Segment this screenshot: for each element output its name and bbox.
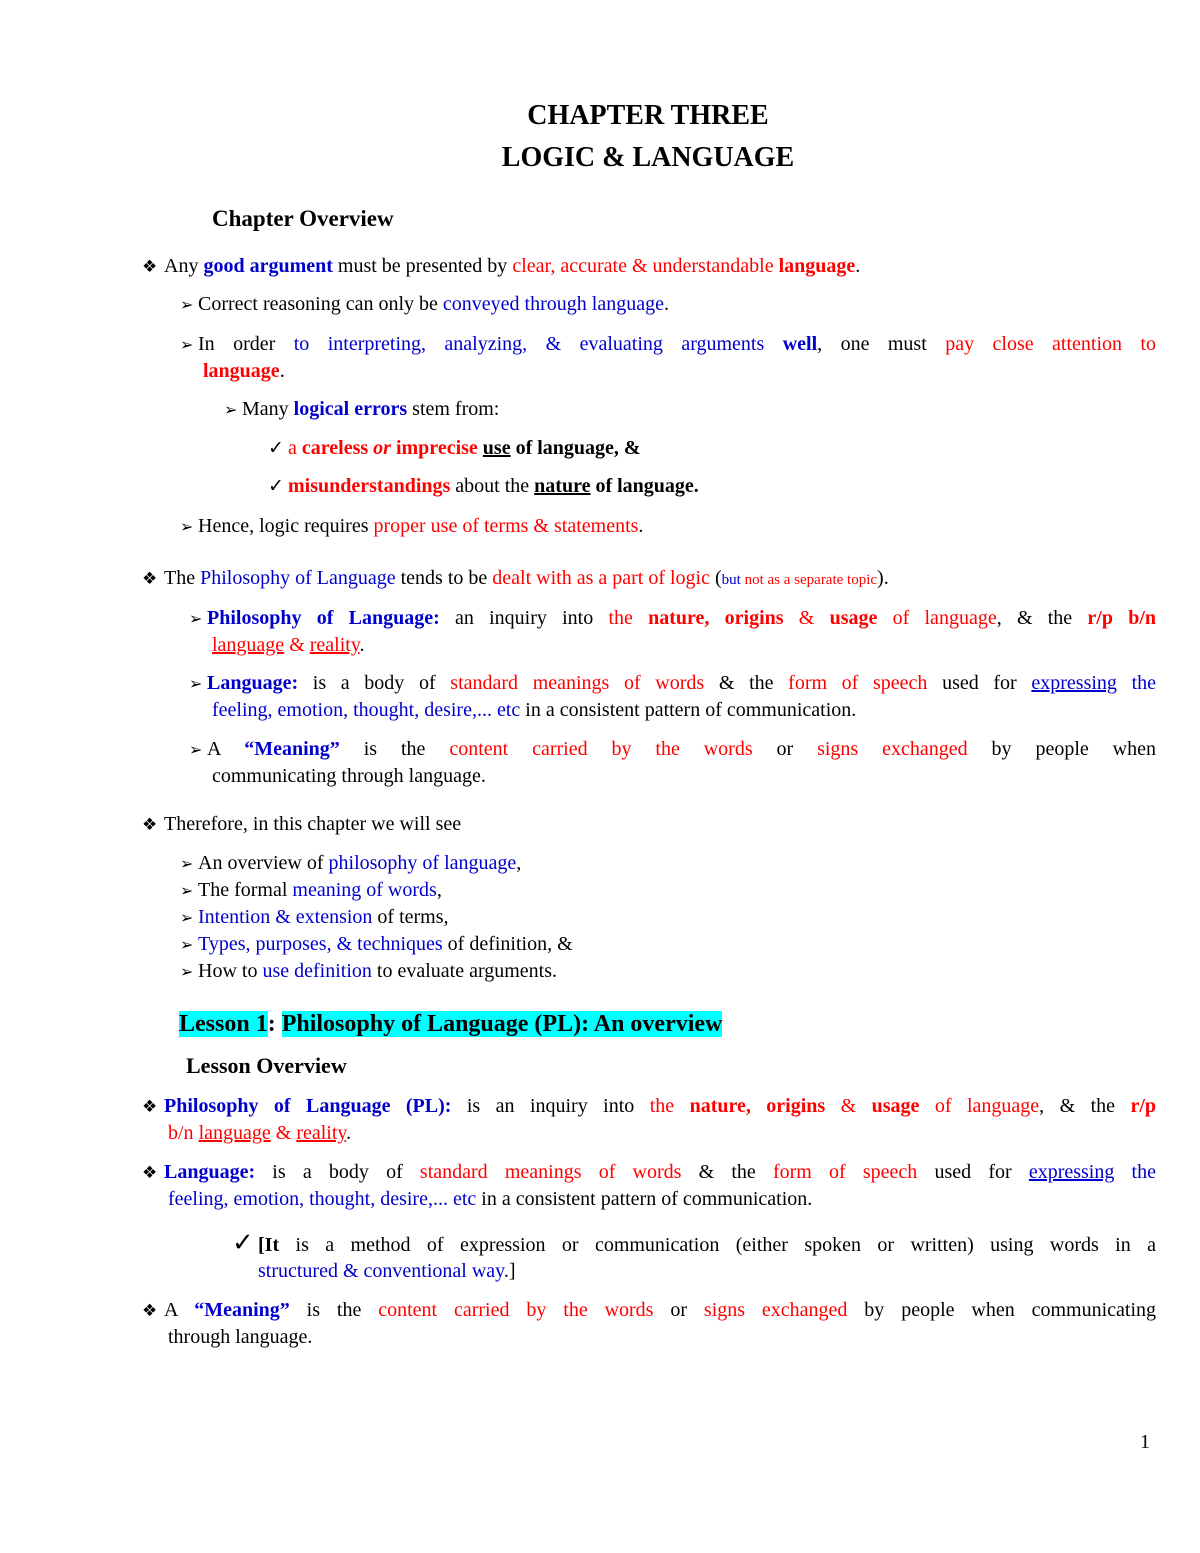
sub-pl-definition-cont: language & reality. xyxy=(212,634,365,656)
arrow-bullet-icon: ➢ xyxy=(180,295,194,314)
diamond-bullet-icon: ❖ xyxy=(142,815,158,835)
arrow-bullet-icon: ➢ xyxy=(180,517,194,536)
lesson-point-pl: ❖ Philosophy of Language (PL): is an inquiry into the nature, origins & usage of language, & the r/p xyxy=(142,1093,1156,1120)
sub-meaning-definition: ➢ A “Meaning” is the content carried by the words or signs exchanged by people when xyxy=(189,736,1156,763)
chapter-overview-heading: Chapter Overview xyxy=(212,206,394,231)
arrow-bullet-icon: ➢ xyxy=(189,609,203,628)
point-therefore: ❖ Therefore, in this chapter we will see xyxy=(142,811,461,838)
sub-meaning-definition-cont: communicating through language. xyxy=(212,765,486,787)
list-item: ➢ Types, purposes, & techniques of definition, & xyxy=(180,931,573,958)
lesson-overview-heading: Lesson Overview xyxy=(186,1053,347,1078)
diamond-bullet-icon: ❖ xyxy=(142,257,158,277)
list-item: ➢ Intention & extension of terms, xyxy=(180,904,449,931)
list-item: ➢ An overview of philosophy of language, xyxy=(180,850,521,877)
chapter-subtitle: LOGIC & LANGUAGE xyxy=(501,142,795,173)
sub-logical-errors: ➢ Many logical errors stem from: xyxy=(224,396,499,423)
arrow-bullet-icon: ➢ xyxy=(180,881,194,900)
sub-interpreting: ➢ In order to interpreting, analyzing, & evaluating arguments well, one must pay close attention to xyxy=(180,331,1156,358)
lesson-point-language-cont: feeling, emotion, thought, desire,... etc in a consistent pattern of communication. xyxy=(168,1188,813,1210)
check-misunderstandings: ✓ misunderstandings about the nature of language. xyxy=(268,475,699,497)
check-icon: ✓ xyxy=(268,475,284,497)
diamond-bullet-icon: ❖ xyxy=(142,1097,158,1117)
arrow-bullet-icon: ➢ xyxy=(180,908,194,927)
arrow-bullet-icon: ➢ xyxy=(189,674,203,693)
diamond-bullet-icon: ❖ xyxy=(142,1163,158,1183)
lesson-point-meaning: ❖ A “Meaning” is the content carried by the words or signs exchanged by people when communicating xyxy=(142,1297,1156,1324)
arrow-bullet-icon: ➢ xyxy=(224,400,238,419)
lesson-point-language: ❖ Language: is a body of standard meanings of words & the form of speech used for expressing the xyxy=(142,1159,1156,1186)
lesson-point-pl-cont: b/n language & reality. xyxy=(168,1122,352,1144)
check-method-of-expression-cont: structured & conventional way.] xyxy=(258,1260,516,1282)
arrow-bullet-icon: ➢ xyxy=(180,962,194,981)
sub-pl-definition: ➢ Philosophy of Language: an inquiry into the nature, origins & usage of language, & the r/p b/n xyxy=(189,605,1156,632)
arrow-bullet-icon: ➢ xyxy=(180,335,194,354)
lesson-heading: Lesson 1: Philosophy of Language (PL): An overview xyxy=(179,1011,723,1037)
point-philosophy-of-language: ❖ The Philosophy of Language tends to be dealt with as a part of logic (but not as a separate topic). xyxy=(142,565,889,593)
diamond-bullet-icon: ❖ xyxy=(142,1301,158,1321)
arrow-bullet-icon: ➢ xyxy=(180,935,194,954)
check-method-of-expression: ✓ [It is a method of expression or communication (either spoken or written) using words in a xyxy=(232,1228,1156,1258)
check-icon: ✓ xyxy=(268,437,284,459)
sub-interpreting-cont: language. xyxy=(203,360,285,382)
check-careless-use: ✓ a careless or imprecise use of language, & xyxy=(268,437,641,459)
chapter-title: CHAPTER THREE xyxy=(527,100,769,131)
diamond-bullet-icon: ❖ xyxy=(142,569,158,589)
sub-correct-reasoning: ➢ Correct reasoning can only be conveyed through language. xyxy=(180,291,669,318)
arrow-bullet-icon: ➢ xyxy=(180,854,194,873)
check-icon: ✓ xyxy=(232,1228,254,1258)
arrow-bullet-icon: ➢ xyxy=(189,740,203,759)
list-item: ➢ How to use definition to evaluate arguments. xyxy=(180,958,557,985)
sub-language-definition-cont: feeling, emotion, thought, desire,... etc in a consistent pattern of communication. xyxy=(212,699,857,721)
point-good-argument: ❖ Any good argument must be presented by clear, accurate & understandable language. xyxy=(142,253,860,280)
lesson-point-meaning-cont: through language. xyxy=(168,1326,313,1348)
sub-language-definition: ➢ Language: is a body of standard meanings of words & the form of speech used for expressing the xyxy=(189,670,1156,697)
page-number: 1 xyxy=(1140,1431,1150,1453)
list-item: ➢ The formal meaning of words, xyxy=(180,877,442,904)
sub-hence-logic: ➢ Hence, logic requires proper use of terms & statements. xyxy=(180,513,643,540)
